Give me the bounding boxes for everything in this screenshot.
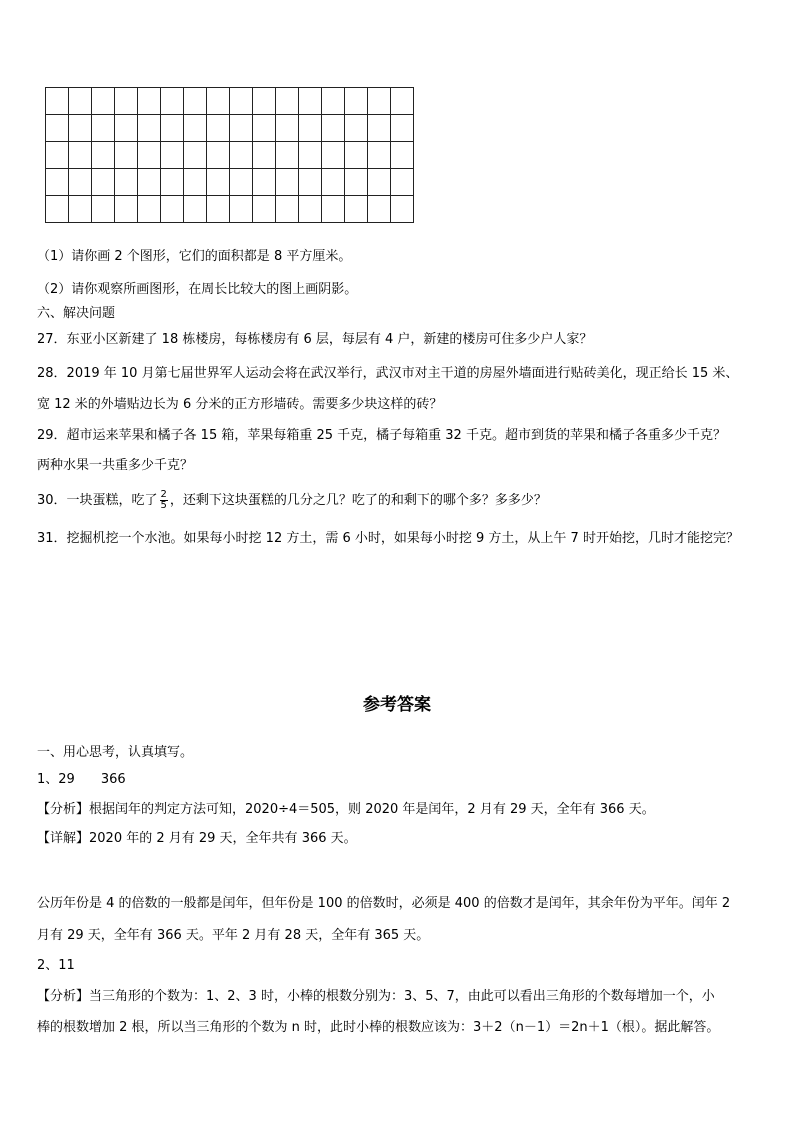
grid-cell [138,115,161,142]
grid-cell [138,142,161,169]
grid-cell [230,196,253,223]
grid-cell [46,142,69,169]
question-30 [37,490,767,512]
grid-cell [368,169,391,196]
question-27: 27．东亚小区新建了 18 栋楼房，每栋楼房有 6 层，每层有 4 户，新建的楼房可住多少户人家？ [37,332,593,347]
question-30-suffix: ，还剩下这块蛋糕的几分之几？吃了的和剩下的哪个多？多多少？ [169,493,547,508]
grid-row [46,115,414,142]
sub-question-1: （1）请你画 2 个图形，它们的面积都是 8 平方厘米。 [37,249,352,264]
grid-cell [230,115,253,142]
grid-cell [299,169,322,196]
grid-cell [299,88,322,115]
grid-cell [184,142,207,169]
grid-cell [161,88,184,115]
grid-cell [115,142,138,169]
grid-cell [345,88,368,115]
grid-cell [299,115,322,142]
answer-1-label: 1、29 366 [37,772,126,787]
answer-2-analysis-line2: 棒的根数增加 2 根，所以当三角形的个数为 n 时，此时小棒的根数应该为：3＋2（n－1）＝2n＋1（根）。据此解答。 [37,1020,720,1035]
answer-1-note-line2: 月有 29 天，全年有 366 天。平年 2 月有 28 天，全年有 365 天。 [37,928,430,943]
grid-cell [161,169,184,196]
grid-cell [207,115,230,142]
grid-cell [391,88,414,115]
grid-cell [115,115,138,142]
grid-cell [115,169,138,196]
grid-cell [230,142,253,169]
grid-cell [115,88,138,115]
grid-cell [92,142,115,169]
grid-cell [46,88,69,115]
grid-cell [322,169,345,196]
grid-cell [46,115,69,142]
grid-cell [276,169,299,196]
grid-cell [391,169,414,196]
grid-row [46,88,414,115]
grid-cell [184,88,207,115]
grid-cell [207,196,230,223]
grid-cell [92,169,115,196]
grid-cell [322,115,345,142]
answer-1-note-line1: 公历年份是 4 的倍数的一般都是闰年，但年份是 100 的倍数时，必须是 400 的倍数才是闰年，其余年份为平年。闰年 2 [37,896,731,911]
grid-cell [322,196,345,223]
grid-cell [184,115,207,142]
grid-cell [69,169,92,196]
grid-cell [207,169,230,196]
grid-cell [69,142,92,169]
grid-cell [345,169,368,196]
grid-row [46,142,414,169]
grid-cell [46,169,69,196]
grid-cell [115,196,138,223]
grid-cell [92,196,115,223]
grid-cell [253,196,276,223]
grid-cell [161,115,184,142]
fraction-numerator: 2 [160,489,167,500]
question-29-line2: 两种水果一共重多少千克？ [37,458,194,473]
grid-cell [299,142,322,169]
grid-cell [322,142,345,169]
grid-cell [276,115,299,142]
grid-cell [253,142,276,169]
grid-cell [138,88,161,115]
grid-cell [345,142,368,169]
fraction-two-fifths [160,490,168,511]
grid-cell [69,88,92,115]
grid-cell [368,142,391,169]
grid-cell [368,115,391,142]
grid-cell [253,115,276,142]
section-heading-6: 六、解决问题 [37,306,116,321]
grid-cell [368,196,391,223]
grid-cell [92,115,115,142]
grid-cell [391,142,414,169]
grid-cell [184,169,207,196]
grid-cell [69,196,92,223]
grid-cell [391,115,414,142]
grid-cell [69,115,92,142]
grid-cell [368,88,391,115]
grid-cell [161,196,184,223]
grid-cell [276,88,299,115]
square-grid [45,87,414,223]
grid-cell [207,88,230,115]
answer-2-label: 2、11 [37,958,75,973]
grid-cell [391,196,414,223]
grid-cell [184,196,207,223]
answer-1-detail: 【详解】2020 年的 2 月有 29 天，全年共有 366 天。 [37,831,357,846]
grid-cell [276,196,299,223]
grid-cell [253,88,276,115]
grid-cell [207,142,230,169]
fraction-denominator: 5 [160,500,167,511]
question-28-line2: 宽 12 米的外墙贴边长为 6 分米的正方形墙砖。需要多少块这样的砖？ [37,397,443,412]
question-30-prefix: 30．一块蛋糕，吃了 [37,493,158,508]
grid-row [46,169,414,196]
answers-title: 参考答案 [363,695,431,715]
answers-section-1: 一、用心思考，认真填写。 [37,745,194,760]
question-29-line1: 29．超市运来苹果和橘子各 15 箱，苹果每箱重 25 千克，橘子每箱重 32 千克。超市到货的苹果和橘子各重多少千克？ [37,428,726,443]
grid-cell [253,169,276,196]
grid-cell [299,196,322,223]
answer-1-analysis: 【分析】根据闰年的判定方法可知，2020÷4＝505，则 2020 年是闰年，2 月有 29 天，全年有 366 天。 [37,802,655,817]
grid-cell [92,88,115,115]
grid-cell [345,115,368,142]
grid-row [46,196,414,223]
grid-cell [138,196,161,223]
sub-question-2: （2）请你观察所画图形，在周长比较大的图上画阴影。 [37,282,358,297]
grid-cell [138,169,161,196]
grid-cell [230,88,253,115]
grid-cell [46,196,69,223]
answer-2-analysis-line1: 【分析】当三角形的个数为：1、2、3 时，小棒的根数分别为：3、5、7，由此可以看出三角形的个数每增加一个，小 [37,989,715,1004]
grid-cell [230,169,253,196]
question-31: 31．挖掘机挖一个水池。如果每小时挖 12 方土，需 6 小时，如果每小时挖 9 方土，从上午 7 时开始挖，几时才能挖完？ [37,531,739,546]
grid-cell [161,142,184,169]
grid-cell [276,142,299,169]
question-28-line1: 28．2019 年 10 月第七届世界军人运动会将在武汉举行，武汉市对主干道的房屋外墙面进行贴砖美化，现正给长 15 米、 [37,366,739,381]
grid-cell [322,88,345,115]
grid-cell [345,196,368,223]
